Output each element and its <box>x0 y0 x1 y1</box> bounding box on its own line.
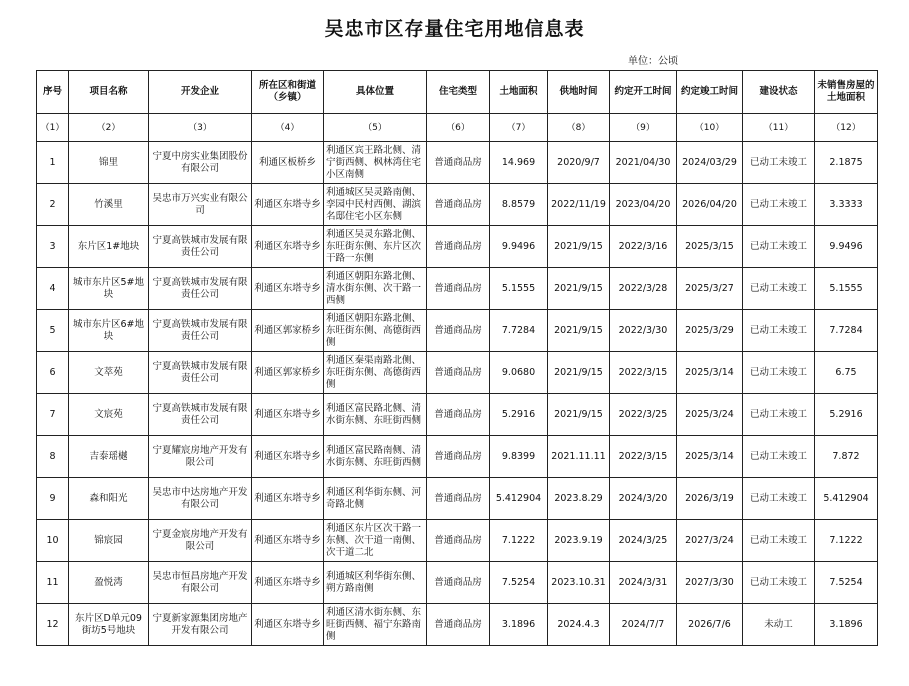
housing-type-cell: 普通商品房 <box>427 604 490 646</box>
project-name-cell: 竹溪里 <box>69 184 149 226</box>
land-info-table <box>36 70 878 646</box>
status-cell: 已动工未竣工 <box>743 394 815 436</box>
developer-cell: 宁夏中房实业集团股份有限公司 <box>149 142 252 184</box>
project-name-cell: 吉泰瑶樾 <box>69 436 149 478</box>
start-date-cell: 2022/3/15 <box>610 352 677 394</box>
seq-cell: 4 <box>37 268 69 310</box>
unsold-area-cell: 7.1222 <box>815 520 878 562</box>
index-cell: （12） <box>815 114 878 142</box>
housing-type-cell: 普通商品房 <box>427 142 490 184</box>
unsold-area-cell: 3.3333 <box>815 184 878 226</box>
land-area-cell: 7.5254 <box>490 562 548 604</box>
developer-cell: 宁夏高铁城市发展有限责任公司 <box>149 268 252 310</box>
header-row <box>37 71 878 114</box>
district-cell: 利通区东塔寺乡 <box>252 436 324 478</box>
start-date-cell: 2022/3/16 <box>610 226 677 268</box>
unsold-area-cell: 7.7284 <box>815 310 878 352</box>
housing-type-cell: 普通商品房 <box>427 520 490 562</box>
project-name-cell: 东片区D单元09街坊5号地块 <box>69 604 149 646</box>
land-area-cell: 7.7284 <box>490 310 548 352</box>
project-name-cell: 东片区1#地块 <box>69 226 149 268</box>
land-area-cell: 5.1555 <box>490 268 548 310</box>
col-header-project: 项目名称 <box>69 71 149 114</box>
unsold-area-cell: 5.2916 <box>815 394 878 436</box>
location-cell: 利通城区利华街东侧、朔方路南侧 <box>324 562 427 604</box>
unsold-area-cell: 9.9496 <box>815 226 878 268</box>
finish-date-cell: 2025/3/24 <box>677 394 743 436</box>
unsold-area-cell: 3.1896 <box>815 604 878 646</box>
housing-type-cell: 普通商品房 <box>427 352 490 394</box>
location-cell: 利通区秦渠南路北侧、东旺街东侧、高德街西侧 <box>324 352 427 394</box>
project-name-cell: 盈悦湾 <box>69 562 149 604</box>
unsold-area-cell: 5.1555 <box>815 268 878 310</box>
supply-date-cell: 2022/11/19 <box>548 184 610 226</box>
index-cell: （2） <box>69 114 149 142</box>
supply-date-cell: 2021/9/15 <box>548 268 610 310</box>
housing-type-cell: 普通商品房 <box>427 478 490 520</box>
district-cell: 利通区东塔寺乡 <box>252 562 324 604</box>
land-area-cell: 3.1896 <box>490 604 548 646</box>
start-date-cell: 2024/3/31 <box>610 562 677 604</box>
location-cell: 利通区宾王路北侧、清宁街西侧、枫林湾住宅小区南侧 <box>324 142 427 184</box>
location-cell: 利通区利华街东侧、河奇路北侧 <box>324 478 427 520</box>
developer-cell: 宁夏金宸房地产开发有限公司 <box>149 520 252 562</box>
finish-date-cell: 2025/3/14 <box>677 352 743 394</box>
index-cell: （10） <box>677 114 743 142</box>
finish-date-cell: 2025/3/14 <box>677 436 743 478</box>
developer-cell: 吴忠市万兴实业有限公司 <box>149 184 252 226</box>
district-cell: 利通区东塔寺乡 <box>252 394 324 436</box>
table-row <box>37 604 878 646</box>
supply-date-cell: 2021/9/15 <box>548 226 610 268</box>
seq-cell: 12 <box>37 604 69 646</box>
location-cell: 利通区富民路南侧、清水街东侧、东旺街西侧 <box>324 436 427 478</box>
status-cell: 已动工未竣工 <box>743 310 815 352</box>
index-cell: （8） <box>548 114 610 142</box>
seq-cell: 7 <box>37 394 69 436</box>
finish-date-cell: 2025/3/29 <box>677 310 743 352</box>
start-date-cell: 2024/7/7 <box>610 604 677 646</box>
index-cell: （9） <box>610 114 677 142</box>
housing-type-cell: 普通商品房 <box>427 226 490 268</box>
finish-date-cell: 2026/3/19 <box>677 478 743 520</box>
supply-date-cell: 2023.8.29 <box>548 478 610 520</box>
start-date-cell: 2022/3/25 <box>610 394 677 436</box>
finish-date-cell: 2027/3/24 <box>677 520 743 562</box>
col-header-housing-type: 住宅类型 <box>427 71 490 114</box>
finish-date-cell: 2025/3/15 <box>677 226 743 268</box>
seq-cell: 2 <box>37 184 69 226</box>
supply-date-cell: 2021/9/15 <box>548 352 610 394</box>
finish-date-cell: 2024/03/29 <box>677 142 743 184</box>
project-name-cell: 锦宸园 <box>69 520 149 562</box>
project-name-cell: 锦里 <box>69 142 149 184</box>
index-row <box>37 114 878 142</box>
seq-cell: 3 <box>37 226 69 268</box>
housing-type-cell: 普通商品房 <box>427 394 490 436</box>
col-header-developer: 开发企业 <box>149 71 252 114</box>
status-cell: 已动工未竣工 <box>743 520 815 562</box>
table-row <box>37 520 878 562</box>
finish-date-cell: 2025/3/27 <box>677 268 743 310</box>
supply-date-cell: 2024.4.3 <box>548 604 610 646</box>
land-area-cell: 5.412904 <box>490 478 548 520</box>
developer-cell: 宁夏高铁城市发展有限责任公司 <box>149 352 252 394</box>
unsold-area-cell: 6.75 <box>815 352 878 394</box>
finish-date-cell: 2026/7/6 <box>677 604 743 646</box>
supply-date-cell: 2020/9/7 <box>548 142 610 184</box>
developer-cell: 宁夏高铁城市发展有限责任公司 <box>149 226 252 268</box>
supply-date-cell: 2021/9/15 <box>548 310 610 352</box>
table-row <box>37 142 878 184</box>
seq-cell: 9 <box>37 478 69 520</box>
seq-cell: 6 <box>37 352 69 394</box>
district-cell: 利通区东塔寺乡 <box>252 268 324 310</box>
status-cell: 已动工未竣工 <box>743 268 815 310</box>
index-cell: （1） <box>37 114 69 142</box>
district-cell: 利通区东塔寺乡 <box>252 520 324 562</box>
developer-cell: 宁夏新家源集团房地产开发有限公司 <box>149 604 252 646</box>
project-name-cell: 城市东片区6#地块 <box>69 310 149 352</box>
developer-cell: 吴忠市恒昌房地产开发有限公司 <box>149 562 252 604</box>
table-row <box>37 352 878 394</box>
status-cell: 已动工未竣工 <box>743 226 815 268</box>
land-area-cell: 7.1222 <box>490 520 548 562</box>
location-cell: 利通城区吴灵路南侧、孪园中民村西侧、湖滨名邸住宅小区东侧 <box>324 184 427 226</box>
col-header-start-date: 约定开工时间 <box>610 71 677 114</box>
start-date-cell: 2022/3/28 <box>610 268 677 310</box>
start-date-cell: 2022/3/15 <box>610 436 677 478</box>
start-date-cell: 2023/04/20 <box>610 184 677 226</box>
status-cell: 已动工未竣工 <box>743 436 815 478</box>
land-area-cell: 5.2916 <box>490 394 548 436</box>
finish-date-cell: 2026/04/20 <box>677 184 743 226</box>
col-header-status: 建设状态 <box>743 71 815 114</box>
housing-type-cell: 普通商品房 <box>427 562 490 604</box>
unit-label: 单位：公顷 <box>628 56 678 67</box>
district-cell: 利通区东塔寺乡 <box>252 478 324 520</box>
table-row <box>37 268 878 310</box>
location-cell: 利通区吴灵东路北侧、东旺街东侧、东片区次干路一东侧 <box>324 226 427 268</box>
table-row <box>37 562 878 604</box>
status-cell: 已动工未竣工 <box>743 478 815 520</box>
developer-cell: 吴忠市中达房地产开发有限公司 <box>149 478 252 520</box>
developer-cell: 宁夏耀宸房地产开发有限公司 <box>149 436 252 478</box>
col-header-supply-date: 供地时间 <box>548 71 610 114</box>
index-cell: （3） <box>149 114 252 142</box>
status-cell: 已动工未竣工 <box>743 142 815 184</box>
project-name-cell: 文萃苑 <box>69 352 149 394</box>
district-cell: 利通区板桥乡 <box>252 142 324 184</box>
col-header-land-area: 土地面积 <box>490 71 548 114</box>
location-cell: 利通区东片区次干路一东侧、次干道一南侧、次干道二北 <box>324 520 427 562</box>
index-cell: （6） <box>427 114 490 142</box>
table-row <box>37 436 878 478</box>
project-name-cell: 文宸苑 <box>69 394 149 436</box>
unsold-area-cell: 7.5254 <box>815 562 878 604</box>
seq-cell: 5 <box>37 310 69 352</box>
district-cell: 利通区东塔寺乡 <box>252 226 324 268</box>
housing-type-cell: 普通商品房 <box>427 268 490 310</box>
seq-cell: 11 <box>37 562 69 604</box>
col-header-location: 具体位置 <box>324 71 427 114</box>
index-cell: （11） <box>743 114 815 142</box>
location-cell: 利通区清水街东侧、东旺街西侧、福宁东路南侧 <box>324 604 427 646</box>
start-date-cell: 2024/3/25 <box>610 520 677 562</box>
index-cell: （7） <box>490 114 548 142</box>
index-cell: （5） <box>324 114 427 142</box>
land-area-cell: 9.0680 <box>490 352 548 394</box>
unsold-area-cell: 2.1875 <box>815 142 878 184</box>
page-title: 吴忠市区存量住宅用地信息表 <box>324 18 585 40</box>
district-cell: 利通区郭家桥乡 <box>252 352 324 394</box>
status-cell: 已动工未竣工 <box>743 184 815 226</box>
col-header-district: 所在区和街道（乡镇） <box>252 71 324 114</box>
supply-date-cell: 2023.10.31 <box>548 562 610 604</box>
unsold-area-cell: 5.412904 <box>815 478 878 520</box>
land-area-cell: 9.9496 <box>490 226 548 268</box>
supply-date-cell: 2023.9.19 <box>548 520 610 562</box>
start-date-cell: 2021/04/30 <box>610 142 677 184</box>
supply-date-cell: 2021.11.11 <box>548 436 610 478</box>
developer-cell: 宁夏高铁城市发展有限责任公司 <box>149 310 252 352</box>
location-cell: 利通区朝阳东路北侧、东旺街东侧、高德街西侧 <box>324 310 427 352</box>
start-date-cell: 2024/3/20 <box>610 478 677 520</box>
col-header-seq: 序号 <box>37 71 69 114</box>
district-cell: 利通区东塔寺乡 <box>252 604 324 646</box>
location-cell: 利通区富民路北侧、清水街东侧、东旺街西侧 <box>324 394 427 436</box>
developer-cell: 宁夏高铁城市发展有限责任公司 <box>149 394 252 436</box>
finish-date-cell: 2027/3/30 <box>677 562 743 604</box>
table-row <box>37 226 878 268</box>
table-row <box>37 394 878 436</box>
index-cell: （4） <box>252 114 324 142</box>
status-cell: 未动工 <box>743 604 815 646</box>
housing-type-cell: 普通商品房 <box>427 184 490 226</box>
land-area-cell: 9.8399 <box>490 436 548 478</box>
supply-date-cell: 2021/9/15 <box>548 394 610 436</box>
housing-type-cell: 普通商品房 <box>427 436 490 478</box>
seq-cell: 8 <box>37 436 69 478</box>
unsold-area-cell: 7.872 <box>815 436 878 478</box>
project-name-cell: 城市东片区5#地块 <box>69 268 149 310</box>
location-cell: 利通区朝阳东路北侧、清水街东侧、次干路一西侧 <box>324 268 427 310</box>
table-row <box>37 478 878 520</box>
table-row <box>37 310 878 352</box>
status-cell: 已动工未竣工 <box>743 352 815 394</box>
district-cell: 利通区东塔寺乡 <box>252 184 324 226</box>
start-date-cell: 2022/3/30 <box>610 310 677 352</box>
seq-cell: 1 <box>37 142 69 184</box>
seq-cell: 10 <box>37 520 69 562</box>
col-header-unsold-area: 未销售房屋的土地面积 <box>815 71 878 114</box>
col-header-finish-date: 约定竣工时间 <box>677 71 743 114</box>
land-area-cell: 8.8579 <box>490 184 548 226</box>
housing-type-cell: 普通商品房 <box>427 310 490 352</box>
district-cell: 利通区郭家桥乡 <box>252 310 324 352</box>
project-name-cell: 森和阳光 <box>69 478 149 520</box>
table-row <box>37 184 878 226</box>
status-cell: 已动工未竣工 <box>743 562 815 604</box>
land-area-cell: 14.969 <box>490 142 548 184</box>
